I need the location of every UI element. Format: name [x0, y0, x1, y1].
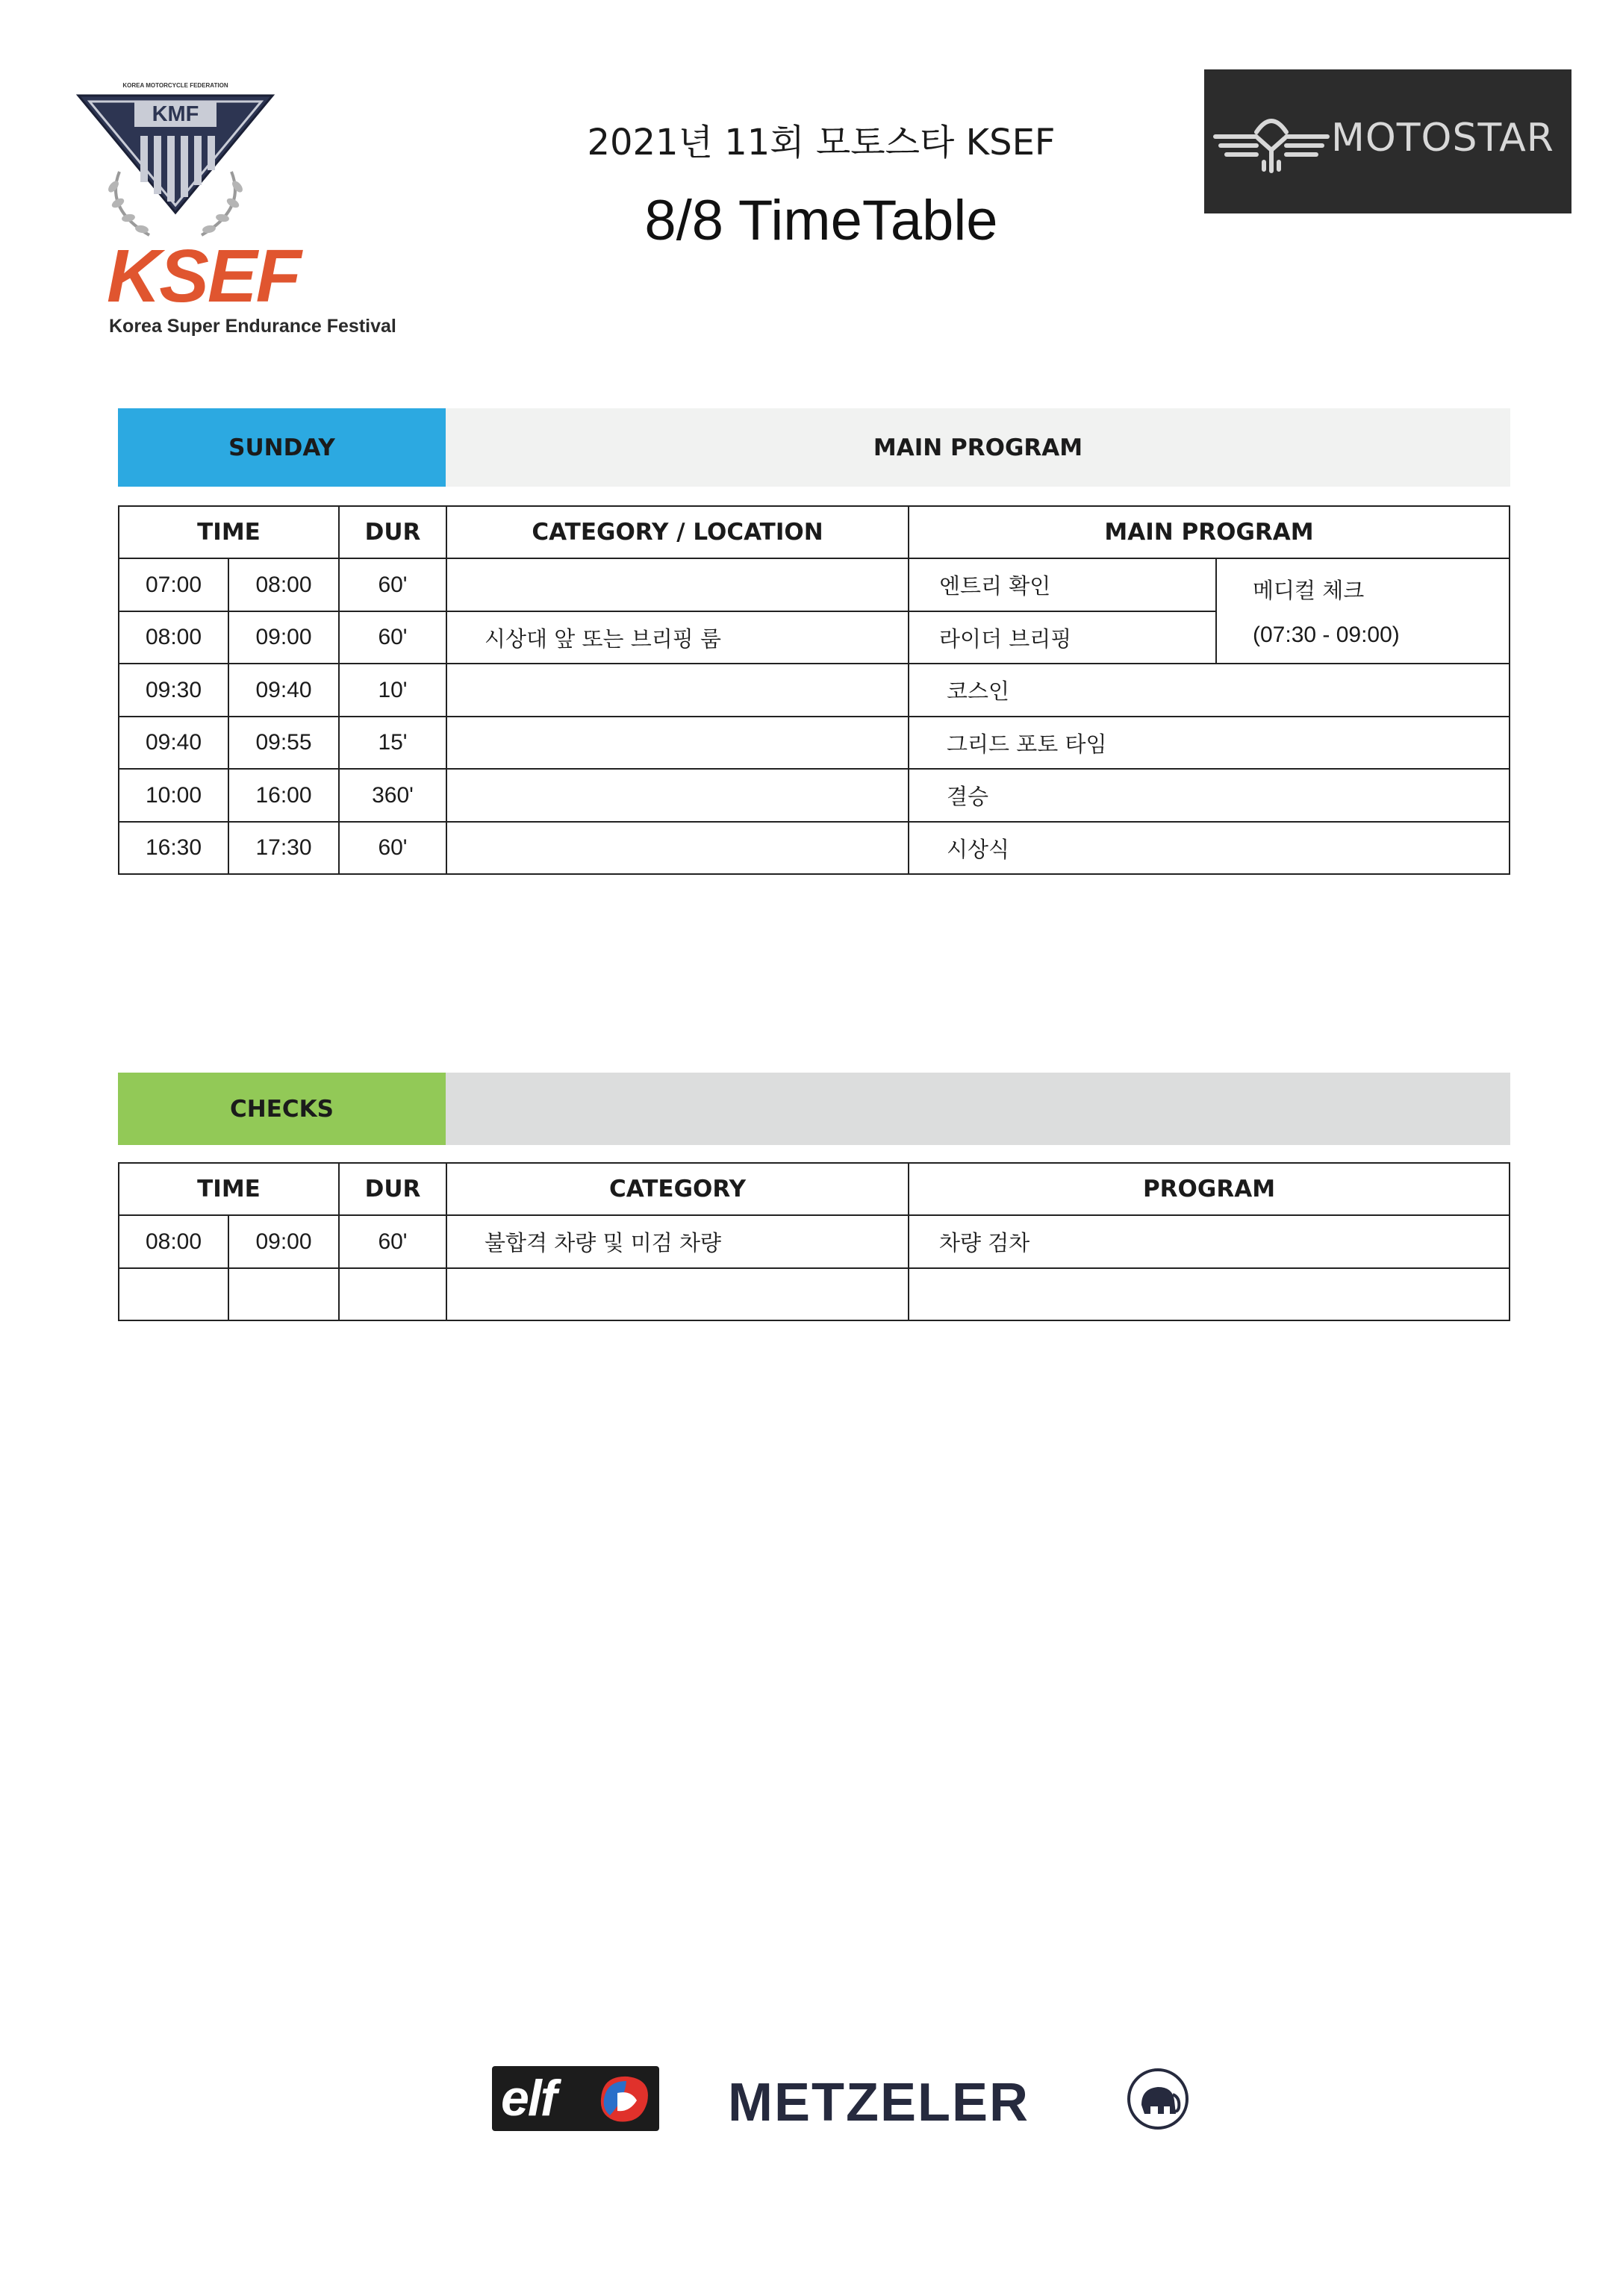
header-time: TIME	[118, 505, 340, 559]
start-time: 09:40	[118, 716, 229, 770]
duration: 360'	[338, 768, 447, 823]
start-time: 16:30	[118, 821, 229, 875]
start-time: 09:30	[118, 663, 229, 717]
start-time: 08:00	[118, 1214, 229, 1269]
end-time: 17:30	[228, 821, 340, 875]
end-time: 09:55	[228, 716, 340, 770]
start-time: 08:00	[118, 611, 229, 664]
header-program: MAIN PROGRAM	[908, 505, 1510, 559]
end-time: 09:00	[228, 1214, 340, 1269]
wing-emblem-icon	[1212, 105, 1331, 177]
program: 시상식	[908, 821, 1510, 875]
category: 불합격 차량 및 미검 차량	[446, 1214, 909, 1269]
end-time: 16:00	[228, 768, 340, 823]
kmf-ribbon-text: KOREA MOTORCYCLE FEDERATION	[122, 82, 228, 89]
duration: 10'	[338, 663, 447, 717]
duration: 15'	[338, 716, 447, 770]
program: 엔트리 확인	[908, 558, 1217, 612]
metzeler-logo: METZELER	[728, 2073, 1029, 2133]
header-dur: DUR	[338, 1162, 447, 1216]
motostar-logo	[1204, 69, 1571, 213]
header-time: TIME	[118, 1162, 340, 1216]
duration: 60'	[338, 821, 447, 875]
program: 결승	[908, 768, 1510, 823]
program	[908, 1267, 1510, 1321]
end-time: 09:40	[228, 663, 340, 717]
category	[446, 768, 909, 823]
category	[446, 558, 909, 612]
header-program: PROGRAM	[908, 1162, 1510, 1216]
category: 시상대 앞 또는 브리핑 룸	[446, 611, 909, 664]
duration: 60'	[338, 611, 447, 664]
header-category: CATEGORY / LOCATION	[446, 505, 909, 559]
kmf-shield-text: KMF	[152, 102, 199, 126]
medical-check-cell	[1215, 558, 1510, 664]
category	[446, 716, 909, 770]
sunday-label: SUNDAY	[118, 408, 446, 487]
end-time	[228, 1267, 340, 1321]
start-time	[118, 1267, 229, 1321]
start-time: 10:00	[118, 768, 229, 823]
checks-bar-blank	[446, 1073, 1510, 1145]
elf-logo	[492, 2066, 659, 2131]
duration	[338, 1267, 447, 1321]
elf-flame-icon	[595, 2072, 653, 2126]
medical-check-time: (07:30 - 09:00)	[1253, 623, 1400, 647]
header-dur: DUR	[338, 505, 447, 559]
elf-wordmark: elf	[501, 2070, 556, 2127]
duration: 60'	[338, 558, 447, 612]
header-category: CATEGORY	[446, 1162, 909, 1216]
program: 라이더 브리핑	[908, 611, 1217, 664]
page-subtitle: 8/8 TimeTable	[644, 189, 998, 252]
category	[446, 1267, 909, 1321]
medical-check-label: 메디컬 체크	[1253, 578, 1365, 603]
program: 차량 검차	[908, 1214, 1510, 1269]
ksef-logo: KSEF	[107, 234, 300, 318]
end-time: 08:00	[228, 558, 340, 612]
duration: 60'	[338, 1214, 447, 1269]
start-time: 07:00	[118, 558, 229, 612]
elephant-icon	[1127, 2068, 1189, 2130]
motostar-wordmark: MOTOSTAR	[1331, 116, 1554, 160]
ksef-tagline: Korea Super Endurance Festival	[109, 316, 396, 337]
main-program-label: MAIN PROGRAM	[446, 408, 1510, 487]
page-title: 2021년 11회 모토스타 KSEF	[587, 122, 1056, 163]
program: 코스인	[908, 663, 1510, 717]
end-time: 09:00	[228, 611, 340, 664]
checks-label: CHECKS	[118, 1073, 446, 1145]
kmf-logo	[75, 82, 276, 246]
program: 그리드 포토 타임	[908, 716, 1510, 770]
category	[446, 821, 909, 875]
category	[446, 663, 909, 717]
